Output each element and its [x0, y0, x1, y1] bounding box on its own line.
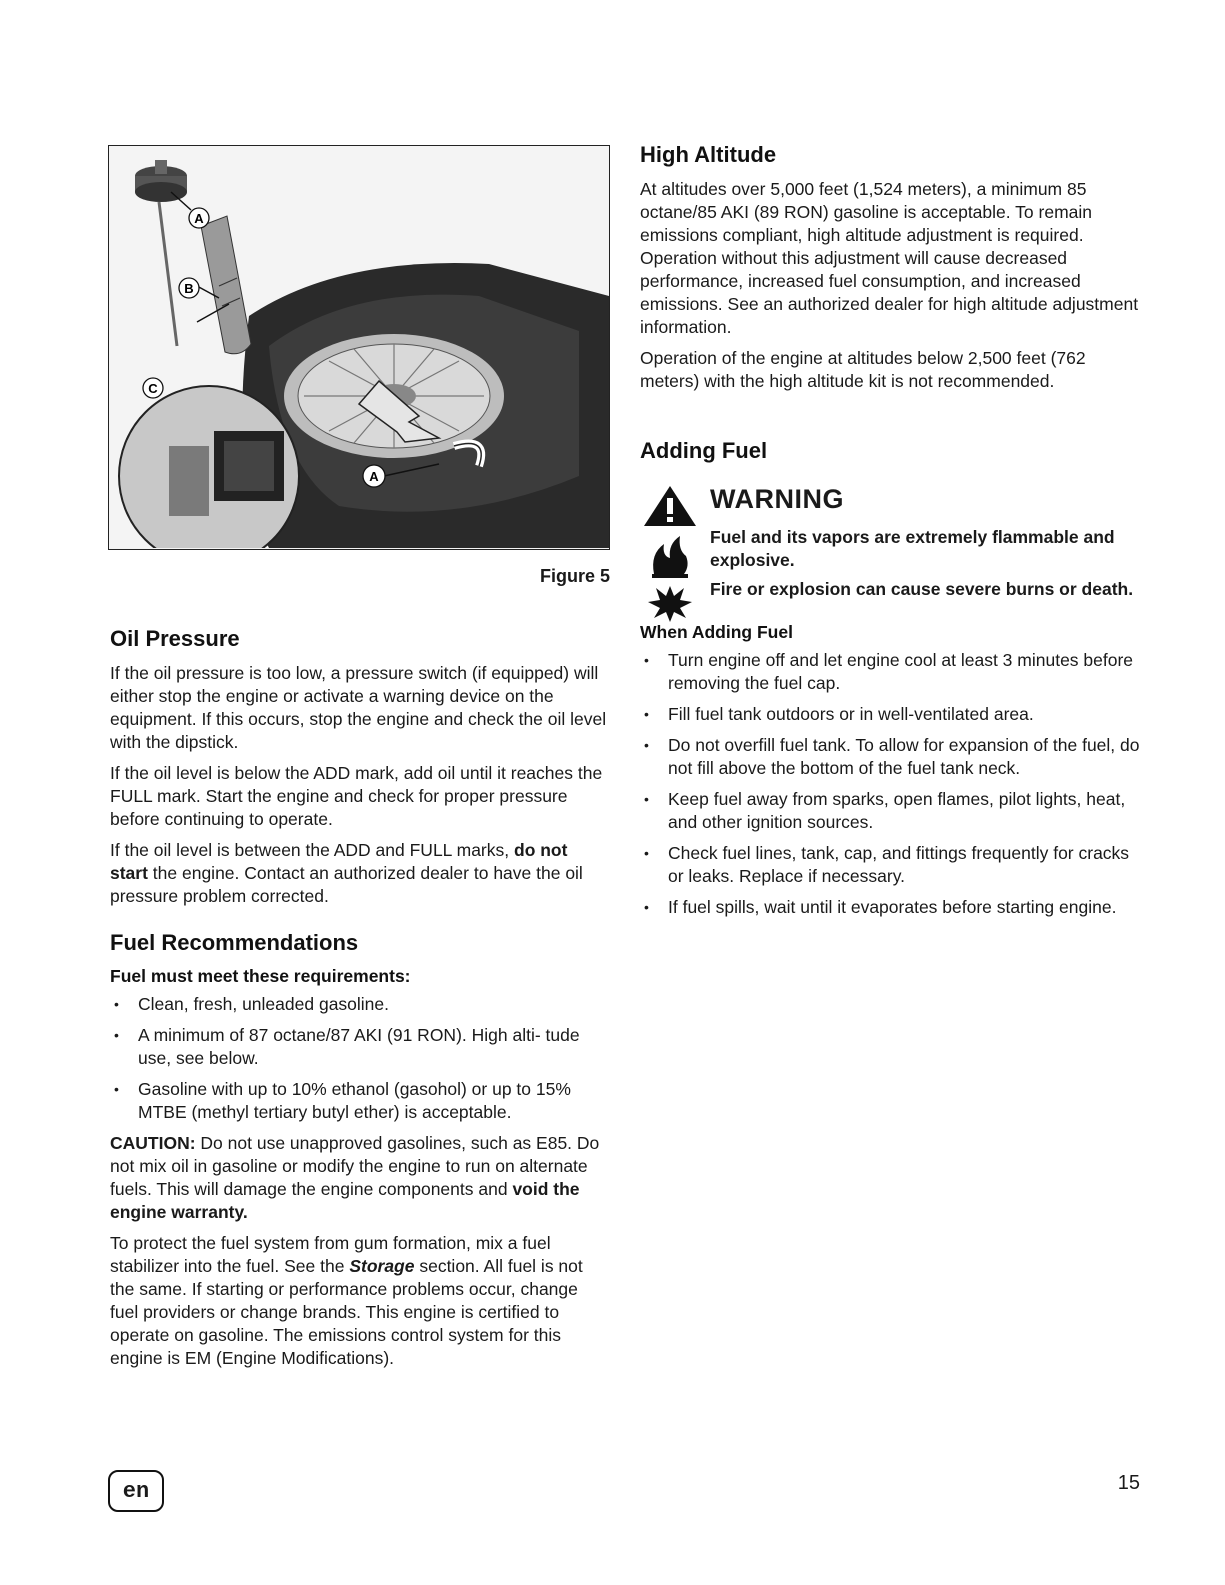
high-altitude-p1: At altitudes over 5,000 feet (1,524 meters), a minimum 85 octane/85 AKI (89 RON) gasoline is acceptable. To remain emissions compliant, high altitude adjustment is required. Operation without this adjustment will cause decreased performance, increased fuel consumption, and increased emissions. See an authorized dealer for high altitude adjustment information. [640, 179, 1139, 337]
stabilizer-text-end: section. All fuel is not the same. If starting or performance problems occur, change fuel providers or change brands. This engine is certified to operate on gasoline. The emissions control system for this engine is EM (Engine Modifications). [110, 1256, 583, 1368]
fuel-recommendations-heading: Fuel Recommendations [110, 930, 359, 955]
oil-pressure-p2: If the oil level is below the ADD mark, add oil until it reaches the FULL mark. Start the engine and check for proper pressure before continuing to operate. [110, 763, 603, 829]
engine-illustration [109, 146, 609, 548]
oil-pressure-heading: Oil Pressure [110, 626, 240, 651]
fire-hazard-icon [652, 536, 688, 578]
callout-a-top: A [194, 211, 204, 226]
warning-title: WARNING [710, 484, 844, 514]
list-item: • Do not overfill fuel tank. To allow for expansion of the fuel, do not fill above the bottom of the fuel tank neck. [640, 734, 1140, 780]
adding-fuel-heading: Adding Fuel [640, 438, 768, 463]
list-item: • Fill fuel tank outdoors or in well-ventilated area. [640, 703, 1140, 726]
oil-pressure-p3 [110, 839, 610, 908]
oil-pressure-p3-text-end: the engine. Contact an authorized dealer to have the oil pressure problem corrected. [110, 863, 583, 906]
language-badge: en [108, 1470, 164, 1512]
oil-pressure-p3-text: If the oil level is between the ADD and FULL marks, [110, 840, 514, 860]
high-altitude-section [640, 142, 1140, 401]
fuel-requirements-subheading: Fuel must meet these requirements: [110, 966, 411, 986]
list-item: • Check fuel lines, tank, cap, and fittings frequently for cracks or leaks. Replace if necessary. [640, 842, 1140, 888]
list-item: • Clean, fresh, unleaded gasoline. [110, 993, 610, 1016]
callout-c: C [148, 381, 158, 396]
void-warranty-emphasis: void the engine warranty. [110, 1179, 580, 1222]
oil-pressure-p1: If the oil pressure is too low, a pressure switch (if equipped) will either stop the engine or activate a warning device on the equipment. If this occurs, stop the engine and check the oil level with the dipstick. [110, 663, 607, 752]
fuel-recommendations-section [110, 930, 610, 1378]
caution-paragraph [110, 1132, 610, 1224]
engine-dipstick-figure [108, 145, 610, 550]
list-item: • Keep fuel away from sparks, open flames, pilot lights, heat, and other ignition sources. [640, 788, 1140, 834]
explosion-hazard-icon [648, 586, 692, 622]
stabilizer-paragraph [110, 1232, 610, 1370]
high-altitude-p2: Operation of the engine at altitudes below 2,500 feet (762 meters) with the high altitude kit is not recommended. [640, 348, 1086, 391]
fuel-requirements-list [110, 993, 610, 1124]
list-item: • Turn engine off and let engine cool at least 3 minutes before removing the fuel cap. [640, 649, 1140, 695]
caution-label: CAUTION: [110, 1133, 196, 1153]
list-item: • Gasoline with up to 10% ethanol (gasohol) or up to 15% MTBE (methyl tertiary butyl ether) is acceptable. [110, 1078, 610, 1124]
warning-burns-text: Fire or explosion can cause severe burns or death. [710, 579, 1134, 599]
do-not-start-emphasis: do not start [110, 840, 568, 883]
warning-icons [640, 482, 700, 627]
warning-box [640, 482, 1140, 622]
stabilizer-text: To protect the fuel system from gum formation, mix a fuel stabilizer into the fuel. See the [110, 1233, 551, 1276]
adding-fuel-section [640, 438, 1140, 927]
high-altitude-heading: High Altitude [640, 142, 777, 167]
list-item: • A minimum of 87 octane/87 AKI (91 RON). High alti- tude use, see below. [110, 1024, 610, 1070]
callout-b: B [184, 281, 194, 296]
page-number: 15 [1117, 1472, 1140, 1494]
adding-fuel-list [640, 649, 1140, 919]
warning-triangle-icon [644, 486, 696, 526]
figure-caption: Figure 5 [539, 566, 610, 586]
storage-reference: Storage [349, 1256, 415, 1276]
warning-flammable-text: Fuel and its vapors are extremely flammable and explosive. [710, 527, 1115, 570]
when-adding-fuel-subheading: When Adding Fuel [640, 622, 793, 642]
caution-text: Do not use unapproved gasolines, such as E85. Do not mix oil in gasoline or modify the engine to run on alternate fuels. This will damage the engine components and [110, 1133, 600, 1199]
list-item: • If fuel spills, wait until it evaporates before starting engine. [640, 896, 1140, 919]
oil-pressure-section [110, 626, 610, 916]
callout-a-bottom: A [369, 469, 379, 484]
